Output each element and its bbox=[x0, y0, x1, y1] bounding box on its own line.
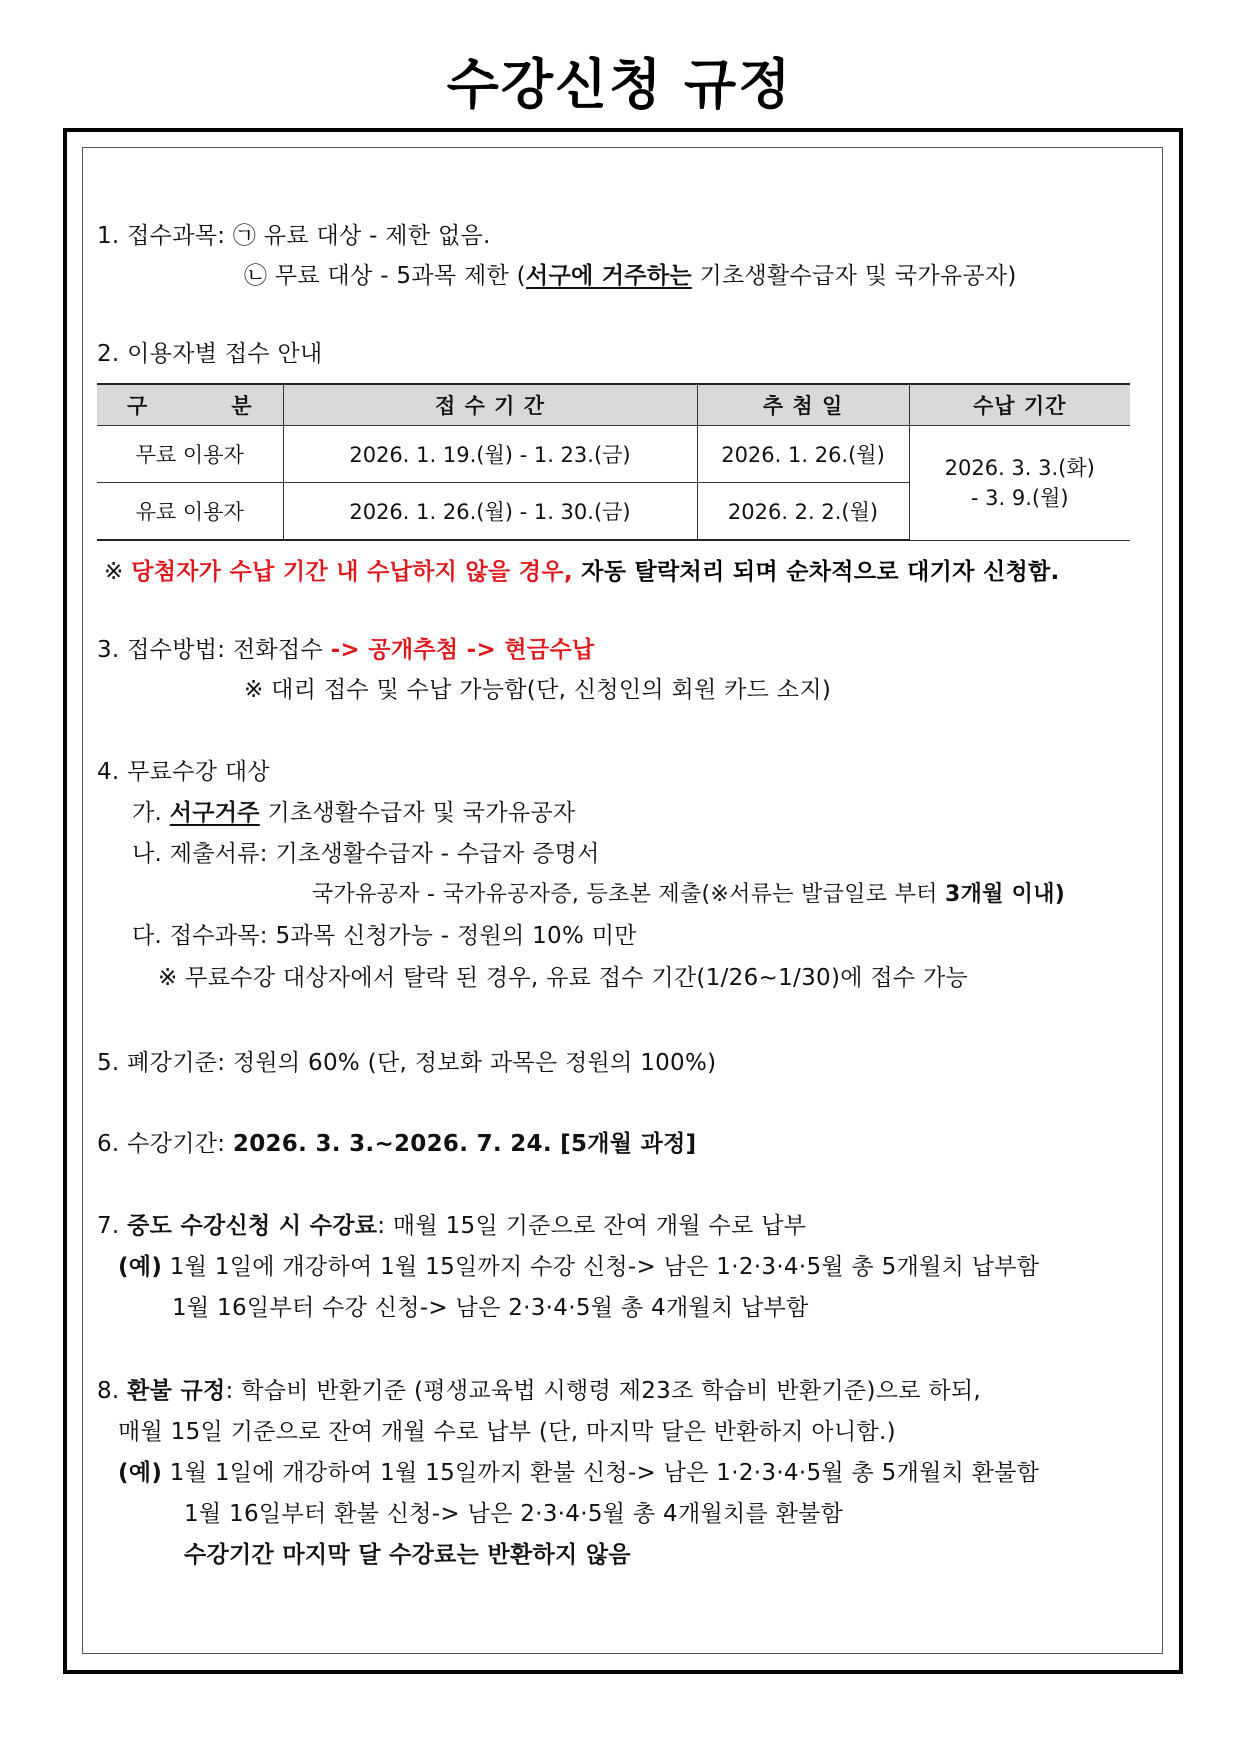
section-8-line-2: 매월 15일 기준으로 잔여 개월 수로 납부 (단, 마지막 달은 반환하지 아니함.) bbox=[118, 1419, 896, 1445]
section-3-note: ※ 대리 접수 및 수납 가능함(단, 신청인의 회원 카드 소지) bbox=[244, 677, 832, 703]
payment-period-line-1: 2026. 3. 3.(화) bbox=[944, 455, 1095, 480]
header-category-left: 구 bbox=[127, 394, 149, 418]
section-7-example-1 bbox=[118, 1251, 1039, 1283]
row-application-period: 2026. 1. 26.(월) - 1. 30.(금) bbox=[283, 483, 697, 541]
section-1-label: 1. 접수과목: bbox=[97, 223, 233, 249]
section-7-label: 중도 수강신청 시 수강료 bbox=[127, 1213, 378, 1239]
section-8-example-tag: (예) bbox=[118, 1460, 163, 1486]
section-5: 5. 폐강기준: 정원의 60% (단, 정보화 과목은 정원의 100%) bbox=[97, 1050, 717, 1076]
header-lottery-date: 추 첨 일 bbox=[697, 384, 909, 426]
row-category: 유료 이용자 bbox=[97, 483, 283, 541]
section-4-na: 나. 제출서류: 기초생활수급자 - 수급자 증명서 bbox=[132, 841, 600, 867]
row-lottery-date: 2026. 1. 26.(월) bbox=[697, 426, 909, 483]
section-4-na-2-prefix: 국가유공자 - 국가유공자증, 등초본 제출(※서류는 발급일로 부터 bbox=[312, 882, 946, 907]
row-category: 무료 이용자 bbox=[97, 426, 283, 483]
section-4-ga bbox=[132, 797, 575, 829]
section-7-num: 7. bbox=[97, 1213, 128, 1239]
header-application-period: 접 수 기 간 bbox=[283, 384, 697, 426]
section-8-line-1 bbox=[97, 1375, 981, 1407]
section-4-note: ※ 무료수강 대상자에서 탈락 된 경우, 유료 접수 기간(1/26~1/30)에 접수 가능 bbox=[158, 965, 969, 991]
section-4-ga-suffix: 기초생활수급자 및 국가유공자 bbox=[259, 800, 576, 826]
row-lottery-date: 2026. 2. 2.(월) bbox=[697, 483, 909, 541]
section-2-notice bbox=[104, 556, 1060, 588]
section-6-value: 2026. 3. 3.~2026. 7. 24. [5개월 과정] bbox=[232, 1131, 697, 1157]
table-header-row bbox=[97, 384, 1130, 426]
section-1-item-free-suffix: 기초생활수급자 및 국가유공자) bbox=[691, 263, 1017, 289]
section-3-line-1 bbox=[97, 634, 594, 666]
row-application-period: 2026. 1. 19.(월) - 1. 23.(금) bbox=[283, 426, 697, 483]
section-4-ga-prefix: 가. bbox=[132, 800, 170, 826]
section-4-na-2-emphasis: 3개월 이내) bbox=[945, 882, 1066, 907]
section-8-text: : 학습비 반환기준 (평생교육법 시행령 제23조 학습비 반환기준)으로 하되, bbox=[225, 1378, 982, 1404]
section-1-line-2 bbox=[244, 260, 1017, 292]
notice-mark: ※ bbox=[104, 559, 132, 585]
section-7-example-tag: (예) bbox=[118, 1254, 163, 1280]
section-1-item-free-prefix: ㉡ 무료 대상 - 5과목 제한 ( bbox=[244, 263, 526, 289]
table-row bbox=[97, 426, 1130, 483]
section-7-example-2: 1월 16일부터 수강 신청-> 남은 2·3·4·5월 총 4개월치 납부함 bbox=[172, 1295, 809, 1321]
section-1-line-1 bbox=[97, 220, 491, 252]
section-4-da: 다. 접수과목: 5과목 신청가능 - 정원의 10% 미만 bbox=[132, 923, 637, 949]
section-7-line-1 bbox=[97, 1210, 806, 1242]
document-title: 수강신청 규정 bbox=[446, 53, 793, 116]
section-1-item-paid: ㉠ 유료 대상 - 제한 없음. bbox=[232, 223, 491, 249]
section-4-na-2 bbox=[312, 879, 1065, 911]
schedule-table bbox=[97, 383, 1130, 541]
section-6 bbox=[97, 1128, 696, 1160]
section-1-item-free-emphasis: 서구에 거주하는 bbox=[525, 263, 692, 289]
section-6-label: 6. 수강기간: bbox=[97, 1131, 233, 1157]
notice-black-text: 자동 탈락처리 되며 순차적으로 대기자 신청함. bbox=[572, 559, 1060, 585]
header-category-right: 분 bbox=[231, 394, 253, 418]
payment-period-line-2: - 3. 9.(월) bbox=[970, 485, 1069, 510]
header-category bbox=[97, 384, 283, 426]
section-8-num: 8. bbox=[97, 1378, 128, 1404]
section-3-label: 3. 접수방법: 전화접수 bbox=[97, 637, 331, 663]
notice-red-text: 당첨자가 수납 기간 내 수납하지 않을 경우, bbox=[131, 559, 573, 585]
section-4-heading: 4. 무료수강 대상 bbox=[97, 759, 270, 785]
section-2-heading: 2. 이용자별 접수 안내 bbox=[97, 341, 323, 367]
section-8-final-note: 수강기간 마지막 달 수강료는 반환하지 않음 bbox=[184, 1542, 631, 1568]
section-7-example-1-text: 1월 1일에 개강하여 1월 15일까지 수강 신청-> 남은 1·2·3·4·5월 총 5개월치 납부함 bbox=[162, 1254, 1040, 1280]
row-payment-period bbox=[909, 426, 1130, 541]
section-4-ga-emphasis: 서구거주 bbox=[169, 800, 260, 826]
section-8-example-2: 1월 16일부터 환불 신청-> 남은 2·3·4·5월 총 4개월치를 환불함 bbox=[184, 1501, 844, 1527]
section-7-text: : 매월 15일 기준으로 잔여 개월 수로 납부 bbox=[377, 1213, 807, 1239]
section-8-label: 환불 규정 bbox=[127, 1378, 226, 1404]
section-8-example-1-text: 1월 1일에 개강하여 1월 15일까지 환불 신청-> 남은 1·2·3·4·5월 총 5개월치 환불함 bbox=[162, 1460, 1040, 1486]
section-8-example-1 bbox=[118, 1457, 1039, 1489]
section-3-steps: -> 공개추첨 -> 현금수납 bbox=[330, 637, 595, 663]
header-payment-period: 수납 기간 bbox=[909, 384, 1130, 426]
